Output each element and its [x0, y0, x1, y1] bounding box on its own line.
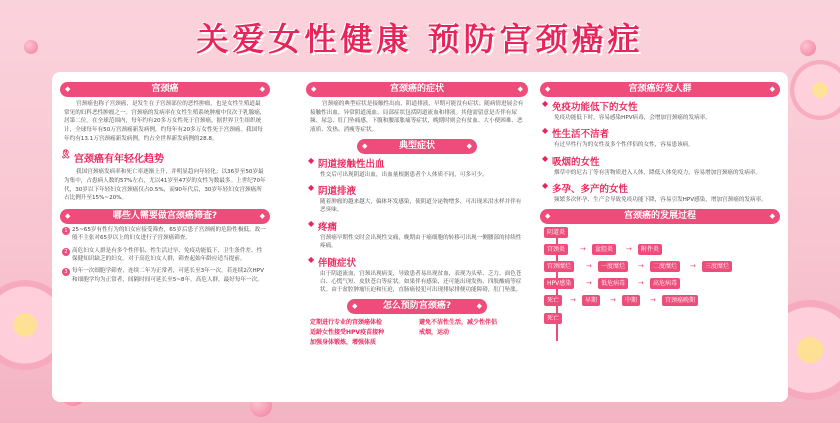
flow-node: 低危病毒	[598, 278, 628, 289]
flow-node: 死亡	[544, 313, 562, 324]
flow-node: 三度糜烂	[702, 261, 732, 272]
symptom-text: 宫颈癌早期性交时会出现性交痛，晚期由于癌细胞的转移可出现一侧腰部的持续性疼痛。	[320, 234, 522, 250]
flow-node: 附件炎	[638, 244, 662, 255]
symptom-text: 随着肿瘤的越来越大，偏体坏发感染，使阴道分泌物增多，可出现米泔水样并伴有恶臭味。	[320, 199, 522, 214]
symptom-name: ◆ 疼痛	[306, 219, 528, 233]
flow-node: 二度糜烂	[650, 261, 680, 272]
trend-text: 我国宫颈癌发病率和死亡率逐渐上升，并明显趋向年轻化；以36岁至50岁最为集中，占患病人数的57%左右，尤以41岁至47岁的女性为数最多。上世纪70年代，30岁以下年轻妇女宫颈癌仅占0.5%，而90年代后，30岁年轻妇女宫颈癌所占比例升至15%~20%。	[64, 169, 266, 202]
section-header-typical: ◆ 典型症状 ◆	[357, 139, 477, 154]
trend-title: 🎗 宫颈癌有年轻化趋势	[60, 150, 270, 165]
poster-title: 关爱女性健康 预防宫颈癌症	[196, 20, 644, 58]
list-item: 戒烟，运动	[419, 328, 450, 336]
arrow-icon: →	[570, 295, 576, 304]
group-text: 频繁多次怀孕、生产会导致免疫功能下降，容易引发HPV感染，增加宫颈癌的发病率。	[554, 197, 767, 204]
flow-node: HPV感染	[544, 278, 574, 289]
flow-node: 阴道炎	[544, 227, 568, 238]
flow-node: 宫颈炎	[544, 244, 568, 255]
flow-node: 高危病毒	[650, 278, 680, 289]
arrow-icon: →	[638, 261, 644, 270]
arrow-icon: →	[586, 278, 592, 287]
list-item: 1 25~65岁有性行为的妇女应接受筛查，65岁后患子宫颈癌的危险性极低，故一般不主张对65岁以上的妇女进行子宫颈癌筛查。	[60, 224, 270, 245]
arrow-icon: →	[626, 244, 632, 253]
content-panel	[52, 72, 788, 402]
group-name: ◆ 性生活不洁者	[540, 126, 780, 140]
symptom-name: ◆ 阴道排液	[306, 183, 528, 197]
prevention-list	[306, 314, 528, 349]
flow-node: 盆腔炎	[592, 244, 616, 255]
column-right	[540, 82, 780, 343]
column-middle	[306, 82, 528, 349]
section-header-progression: ◆ 宫颈癌的发展过程 ◆	[540, 209, 780, 224]
section-header-high-risk: ◆ 宫颈癌好发人群 ◆	[540, 82, 780, 97]
group-name: ◆ 吸烟的女性	[540, 154, 780, 168]
list-item: 2 高危妇女人群是有多个性伴侣、性生活过早、免疫功能低下、卫生条件差、性保健知识缺乏的妇女。对于高危妇女人群，筛查起始年龄应适当提前。	[60, 245, 270, 266]
section-header-cervical-cancer: ◆ 宫颈癌 ◆	[60, 82, 270, 97]
section-header-symptoms: ◆ 宫颈癌的症状 ◆	[306, 82, 528, 97]
arrow-icon: →	[650, 295, 656, 304]
group-text: 烟草中的尼古丁等有害物质进入人体，降低人体免疫力，容易增加宫颈癌的发病率。	[554, 169, 761, 176]
symptom-list	[306, 156, 528, 297]
arrow-icon: →	[610, 295, 616, 304]
list-item: 定期进行专业的宫颈癌体检	[310, 318, 383, 326]
flow-node: 一度糜烂	[598, 261, 628, 272]
flow-node: 中期	[622, 295, 640, 306]
arrow-icon: →	[586, 261, 592, 270]
group-text: 免疫功能低下时，容易感染HPV病毒，会增加宫颈癌的发病率。	[554, 115, 711, 121]
symptom-name: ◆ 伴随症状	[306, 255, 528, 269]
group-name: ◆ 多孕、多产的女性	[540, 181, 780, 195]
list-item: 3 每年一次细胞学筛查，连续二年为正常者，可延长至3年一次。若连续2次HPV和细胞学均为正常者，间隔时间可延长至5~8年。高危人群，最好每年一次。	[60, 265, 270, 286]
section-header-prevention: ◆ 怎么预防宫颈癌? ◆	[347, 299, 487, 314]
progression-flowchart	[540, 227, 780, 343]
group-text: 有过早性行为的女性及多个性伴侣的女性，容易患该病。	[554, 142, 694, 149]
arrow-icon: →	[580, 244, 586, 253]
symptom-text: 性交后可出现阴道出血，出血量根据患者个人体质不同，可多可少。	[320, 171, 488, 178]
flow-node: 早期	[582, 295, 600, 306]
intro-text: 宫颈癌也称子宫颈癌，是发生在子宫颈部位的恶性肿瘤，也是女性生殖道最常见的妇科恶性肿瘤之一。宫颈癌的发病率在女性生殖系统肿瘤中仅次于乳腺癌，居第二位。在全球范围内，每年约有20多万女性死于宫颈癌，据世界卫生组织统计，全球每年有50万宫颈癌新发病例，约每年有20多万女性死于宫颈癌。我国每年约有13.1万宫颈癌新发病例，约占全世界新发病例的28.8。	[64, 101, 266, 142]
flower-decoration	[790, 60, 840, 120]
section-header-screening: ◆ 哪些人需要做宫颈癌筛查? ◆	[60, 209, 270, 224]
symptoms-intro: 宫颈癌的典型症状是接触性出血，阴道排液，早期可能没有症状；随病情进展会有接触性出血，异常阴道流血，局部症状包括阴道流血和排液。其他需留意是否伴有尿频、尿急、肛门坠痛感，下腹和腰部胀痛等症状，晚期时则会有贫血、大小便困难、恶液质、发热、消瘦等症状。	[310, 101, 524, 133]
list-item: 适龄女性接受HPV疫苗接种	[310, 328, 385, 336]
arrow-icon: →	[690, 261, 696, 270]
risk-group-list	[540, 99, 780, 207]
symptom-name: ◆ 阴道接触性出血	[306, 156, 528, 170]
flow-node: 宫颈糜烂	[544, 261, 574, 272]
list-item: 避免不洁性生活，减少性伴侣	[419, 318, 498, 326]
column-left	[60, 82, 270, 286]
arrow-icon: →	[638, 278, 644, 287]
group-name: ◆ 免疫功能低下的女性	[540, 99, 780, 113]
list-item: 加强身体锻炼，增强体质	[310, 338, 377, 346]
symptom-text: 由于阴道流血，宫颈出现病变，导致患者易出现贫血，表现为头晕、乏力、面色苍白、心慌气短、皮肤苍白等症状。如果伴有感染，还可能出现发热、四肢酸痛等症状。由于盆腔肿瘤压迫和压迫，直肠癌侵犯可出现排尿排便功能障碍，肛门坠胀。	[320, 270, 522, 294]
flow-node: 宫颈癌晚期	[662, 295, 698, 306]
flow-node: 死亡	[544, 295, 562, 306]
screening-list	[60, 224, 270, 286]
